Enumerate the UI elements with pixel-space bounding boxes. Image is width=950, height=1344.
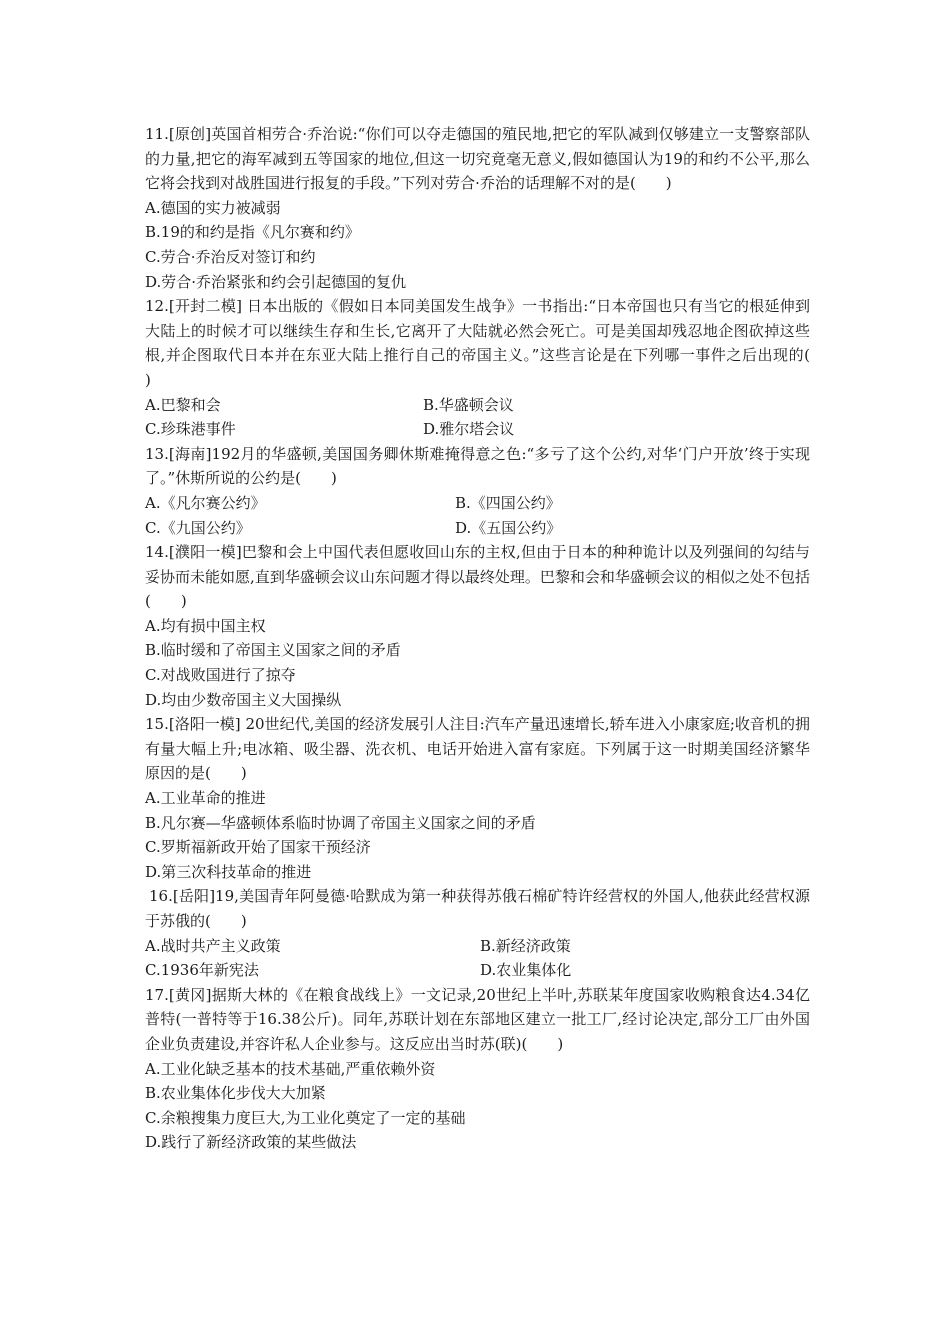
question-stem: 14.[濮阳一模]巴黎和会上中国代表但愿收回山东的主权,但由于日本的种种诡计以及列强间的勾结与妥协而未能如愿,直到华盛顿会议山东问题才得以最终处理。巴黎和会和华盛顿会议的相似之处不包括( )	[145, 543, 810, 611]
option-b: B.《四国公约》	[455, 493, 561, 512]
option-c: C.劳合·乔治反对签订和约	[145, 247, 316, 266]
option-a: A.《凡尔赛公约》	[145, 493, 266, 512]
option-a: A.德国的实力被减弱	[145, 198, 281, 217]
options-row	[145, 393, 810, 418]
option-a: A.工业革命的推进	[145, 789, 266, 808]
option-d: D.雅尔塔会议	[423, 420, 515, 439]
options-row	[145, 417, 810, 442]
question-11	[145, 122, 810, 294]
option-d: D.均由少数帝国主义大国操纵	[145, 690, 342, 709]
option-b: B.19的和约是指《凡尔赛和约》	[145, 223, 360, 242]
option-b: B.华盛顿会议	[423, 395, 514, 414]
question-stem: 11.[原创]英国首相劳合·乔治说:“你们可以夺走德国的殖民地,把它的军队减到仅够建立一支警察部队的力量,把它的海军减到五等国家的地位,但这一切究竟毫无意义,假如德国认为19的和约不公平,那么它将会找到对战胜国进行报复的手段。”下列对劳合·乔治的话理解不对的是( )	[145, 125, 810, 193]
option-a: A.工业化缺乏基本的技术基础,严重依赖外资	[145, 1059, 436, 1078]
question-stem: 12.[开封二模] 日本出版的《假如日本同美国发生战争》一书指出:“日本帝国也只有当它的根延伸到大陆上的时候才可以继续生存和生长,它离开了大陆就必然会死亡。可是美国却残忍地企图砍掉这些根,并企图取代日本并在东亚大陆上推行自己的帝国主义。”这些言论是在下列哪一事件之后出现的( )	[145, 297, 841, 389]
question-16	[145, 884, 810, 982]
option-d: D.践行了新经济政策的某些做法	[145, 1133, 357, 1152]
question-15	[145, 712, 810, 884]
option-b: B.凡尔赛—华盛顿体系临时协调了帝国主义国家之间的矛盾	[145, 813, 536, 832]
option-a: A.巴黎和会	[145, 395, 221, 414]
option-a: A.战时共产主义政策	[145, 936, 281, 955]
option-c: C.余粮搜集力度巨大,为工业化奠定了一定的基础	[145, 1108, 466, 1127]
option-b: B.临时缓和了帝国主义国家之间的矛盾	[145, 641, 401, 660]
option-a: A.均有损中国主权	[145, 616, 266, 635]
option-d: D.农业集体化	[480, 961, 572, 980]
question-13	[145, 442, 810, 540]
options-row	[145, 516, 810, 541]
question-stem: 13.[海南]192月的华盛顿,美国国务卿休斯难掩得意之色:“多亏了这个公约,对华‘门户开放’终于实现了。”休斯所说的公约是( )	[145, 444, 810, 488]
option-c: C.珍珠港事件	[145, 420, 236, 439]
option-d: D.第三次科技革命的推进	[145, 862, 312, 881]
options-row	[145, 958, 810, 983]
question-stem: 15.[洛阳一模] 20世纪代,美国的经济发展引人注目:汽车产量迅速增长,轿车进入小康家庭;收音机的拥有量大幅上升;电冰箱、吸尘器、洗衣机、电话开始进入富有家庭。下列属于这一时期美国经济繁华原因的是( )	[145, 715, 810, 783]
option-d: D.《五国公约》	[455, 518, 562, 537]
question-stem: 17.[黄冈]据斯大林的《在粮食战线上》一文记录,20世纪上半叶,苏联某年度国家收购粮食达4.34亿普特(一普特等于16.38公斤)。同年,苏联计划在东部地区建立一批工厂,经讨论决定,部分工厂由外国企业负责建设,并容许私人企业参与。这反应出当时苏(联)( )	[145, 985, 810, 1053]
options-row	[145, 491, 810, 516]
question-stem: 16.[岳阳]19,美国青年阿曼德·哈默成为第一种获得苏俄石棉矿特许经营权的外国人,他获此经营权源于苏俄的( )	[145, 887, 810, 930]
options-row	[145, 934, 810, 959]
question-12	[145, 294, 841, 442]
option-b: B.新经济政策	[480, 936, 571, 955]
question-17	[145, 983, 810, 1155]
option-c: C.对战败国进行了掠夺	[145, 666, 296, 685]
option-d: D.劳合·乔治紧张和约会引起德国的复仇	[145, 272, 407, 291]
option-c: C.罗斯福新政开始了国家干预经济	[145, 838, 371, 857]
question-14	[145, 540, 810, 712]
option-c: C.1936年新宪法	[145, 961, 259, 980]
exam-page	[145, 122, 841, 1155]
option-b: B.农业集体化步伐大大加紧	[145, 1084, 326, 1103]
option-c: C.《九国公约》	[145, 518, 251, 537]
